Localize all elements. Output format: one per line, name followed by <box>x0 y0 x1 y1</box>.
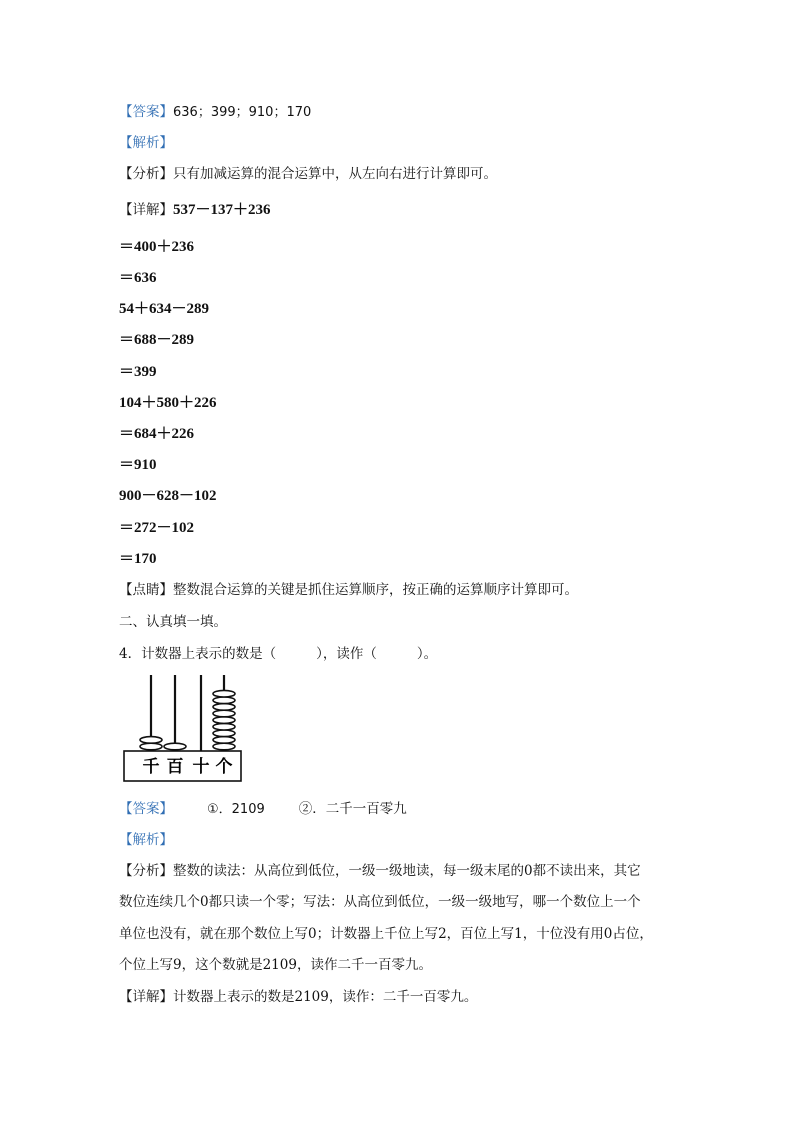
fenxi-line: 个位上写9，这个数就是2109，读作二千一百零九。 <box>119 957 432 973</box>
abacus-beads <box>140 690 235 749</box>
abacus-bead-thousands <box>140 737 162 744</box>
calc-line: ＝170 <box>119 551 157 567</box>
xiangjie-tag: 【详解】 <box>119 202 173 218</box>
calc-line: 900－628－102 <box>119 488 217 504</box>
answer-part-1: ①．2109 <box>207 802 265 817</box>
calc-line: 54＋634－289 <box>119 301 210 317</box>
analysis-tag: 【解析】 <box>119 832 173 848</box>
answer-line-2 <box>119 800 407 819</box>
xiangjie-text: 计数器上表示的数是2109，读作：二千一百零九。 <box>173 989 478 1005</box>
abacus-label-thousands: 千 <box>142 757 160 777</box>
fenxi-text: 只有加减运算的混合运算中，从左向右进行计算即可。 <box>173 166 497 182</box>
abacus-bead-thousands <box>140 743 162 750</box>
calc-line: 104＋580＋226 <box>119 395 217 411</box>
fenxi-line <box>119 165 497 183</box>
section-heading: 二、认真填一填。 <box>119 614 227 630</box>
abacus-figure <box>122 672 246 784</box>
dianjing-text: 整数混合运算的关键是抓住运算顺序，按正确的运算顺序计算即可。 <box>173 582 578 598</box>
answer-tag: 【答案】 <box>119 104 173 120</box>
xiangjie-line <box>119 988 477 1006</box>
calc-line: ＝688－289 <box>119 332 195 348</box>
answer-line-1 <box>119 103 311 122</box>
fenxi-line <box>119 862 641 880</box>
fenxi-line: 数位连续几个0都只读一个零；写法：从高位到低位，一级一级地写，哪一个数位上一个 <box>119 894 641 910</box>
abacus-bead-ones <box>213 710 235 717</box>
fenxi-tag: 【分析】 <box>119 863 173 879</box>
abacus-bead-ones <box>213 730 235 737</box>
fenxi-line: 单位也没有，就在那个数位上写0；计数器上千位上写2，百位上写1，十位没有用0占位， <box>119 926 653 942</box>
calc-line: ＝399 <box>119 364 157 380</box>
calc-line: ＝636 <box>119 270 157 286</box>
fenxi-tag: 【分析】 <box>119 166 173 182</box>
calc-line: ＝272－102 <box>119 520 195 536</box>
answer-text: 636；399；910；170 <box>173 105 312 120</box>
fenxi-text: 整数的读法：从高位到低位，一级一级地读，每一级末尾的0都不读出来，其它 <box>173 863 641 879</box>
abacus-label-ones: 个 <box>215 757 233 777</box>
calc-line: ＝400＋236 <box>119 239 195 255</box>
abacus-bead-ones <box>213 717 235 724</box>
abacus-bead-ones <box>213 690 235 697</box>
answer-part-2: ②．二千一百零九 <box>298 801 407 817</box>
abacus-label-tens: 十 <box>192 757 210 777</box>
question-4 <box>119 645 437 663</box>
question-mid: ），读作（ <box>316 646 377 662</box>
dianjing-line <box>119 581 578 599</box>
abacus-bead-ones <box>213 743 235 750</box>
abacus-bead-ones <box>213 737 235 744</box>
calc-line: ＝684＋226 <box>119 426 195 442</box>
abacus-bead-ones <box>213 697 235 704</box>
calc-line: ＝910 <box>119 457 157 473</box>
xiangjie-line <box>119 201 271 219</box>
abacus-bead-hundreds <box>164 743 186 750</box>
xiangjie-expr: 537－137＋236 <box>173 202 271 218</box>
answer-tag: 【答案】 <box>119 801 173 817</box>
question-suffix: ）。 <box>416 646 438 662</box>
question-prefix: 4．计数器上表示的数是（ <box>119 646 277 662</box>
abacus-bead-ones <box>213 723 235 730</box>
analysis-tag: 【解析】 <box>119 135 173 151</box>
abacus-bead-ones <box>213 704 235 711</box>
abacus-label-hundreds: 百 <box>166 757 184 777</box>
dianjing-tag: 【点睛】 <box>119 582 173 598</box>
xiangjie-tag: 【详解】 <box>119 989 173 1005</box>
